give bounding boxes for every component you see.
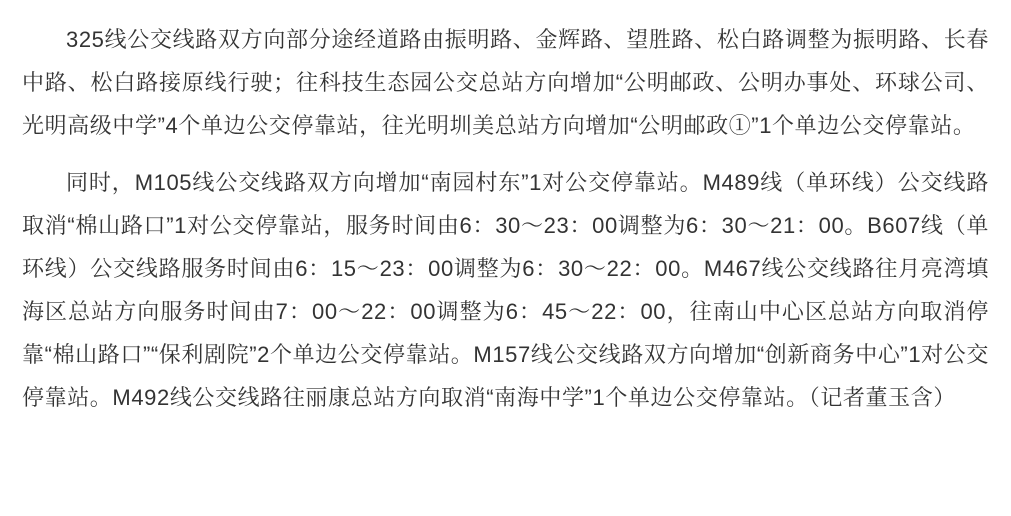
paragraph-1: 325线公交线路双方向部分途经道路由振明路、金辉路、望胜路、松白路调整为振明路、长春中路、松白路接原线行驶；往科技生态园公交总站方向增加“公明邮政、公明办事处、环球公司、光明高级中学”4个单边公交停靠站，往光明圳美总站方向增加“公明邮政①”1个单边公交停靠站。	[22, 27, 989, 138]
paragraph-2: 同时，M105线公交线路双方向增加“南园村东”1对公交停靠站。M489线（单环线）公交线路取消“棉山路口”1对公交停靠站，服务时间由6：30～23：00调整为6：30～21：00。B607线（单环线）公交线路服务时间由6：15～23：00调整为6：30～22：00。M467线公交线路往月亮湾填海区总站方向服务时间由7：00～22：00调整为6：45～22：00，往南山中心区总站方向取消停靠“棉山路口”“保利剧院”2个单边公交停靠站。M157线公交线路双方向增加“创新商务中心”1对公交停靠站。M492线公交线路往丽康总站方向取消“南海中学”1个单边公交停靠站。（记者董玉含）	[22, 170, 989, 410]
